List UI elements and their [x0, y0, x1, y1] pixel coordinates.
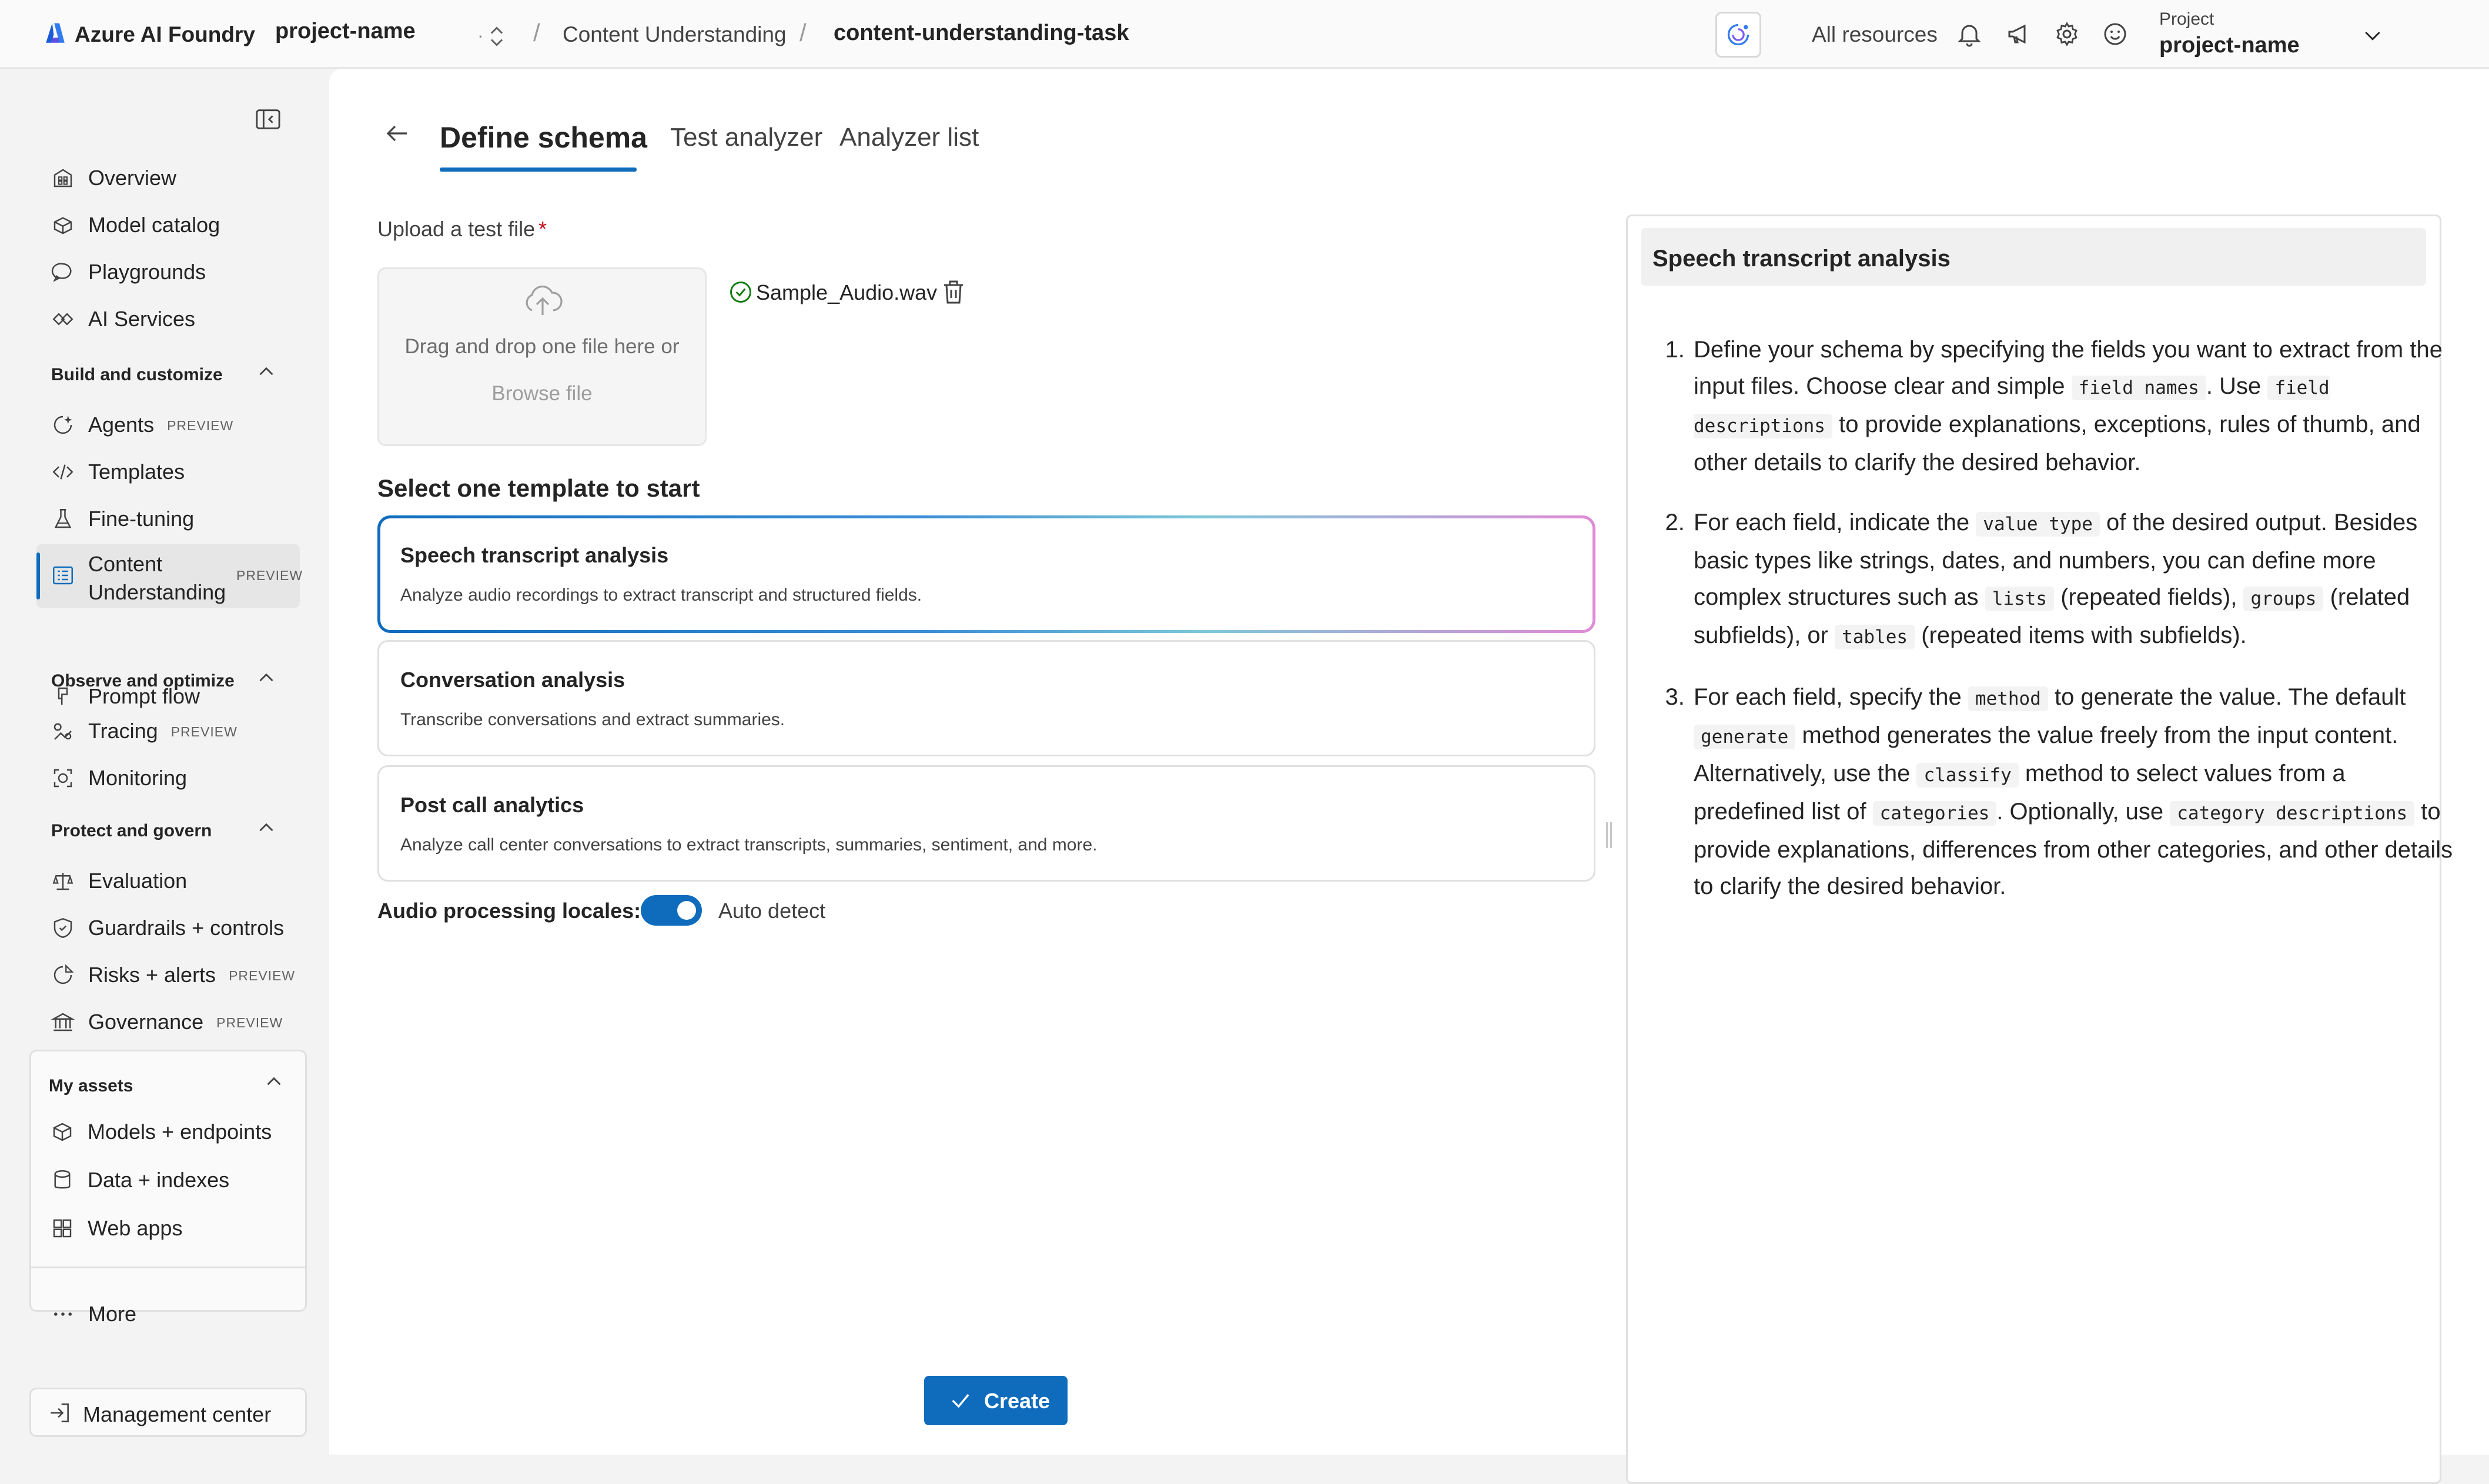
project-label: Project [2159, 9, 2214, 29]
file-dropzone[interactable] [377, 267, 707, 446]
my-assets-panel [29, 1050, 307, 1312]
main-panel [329, 69, 2489, 1455]
template-card-title: Speech transcript analysis [400, 543, 669, 567]
create-button-label: Create [984, 1389, 1051, 1413]
sidebar-item-model-catalog[interactable] [36, 201, 307, 248]
inline-code: value type [1976, 512, 2100, 537]
ai-services-icon [51, 307, 75, 331]
template-card-title: Conversation analysis [400, 668, 625, 692]
preview-badge: PREVIEW [170, 724, 237, 739]
template-card-post-call[interactable] [377, 765, 1595, 882]
gear-icon[interactable] [2053, 20, 2081, 48]
inline-code: field names [2072, 376, 2206, 400]
web-apps-icon [50, 1216, 75, 1241]
breadcrumb-separator: / [533, 19, 540, 46]
sidebar-item-label: Model catalog [88, 213, 220, 237]
sidebar-item-label: Fine-tuning [88, 507, 195, 531]
template-card-description: Analyze call center conversations to extract transcripts, summaries, sentiment, and more. [400, 835, 1098, 855]
chat-bubble-icon [51, 260, 75, 284]
instruction-step: 3. For each field, specify the method to generate the value. The default generate method generates the value freely from the input content. Alternatively, use the classify method to select values from a predefined list of categories . Optionally, use category descriptions to provide explanations, differences from other categories, and other details to clarify the desired behavior. [1691, 679, 2461, 905]
create-button[interactable] [924, 1376, 1068, 1425]
sidebar-item-tracing[interactable] [36, 707, 307, 754]
preview-badge: PREVIEW [167, 418, 234, 433]
inline-code: groups [2243, 587, 2323, 611]
section-my-assets: My assets [49, 1076, 133, 1096]
chevron-up-icon[interactable] [254, 665, 279, 690]
back-arrow-icon[interactable] [383, 119, 412, 148]
sidebar-item-label: Guardrails + controls [88, 916, 285, 940]
risk-alert-icon [51, 963, 75, 987]
sidebar-item-label: Prompt flow [88, 684, 200, 708]
sidebar-item-label: Playgrounds [88, 260, 206, 284]
sidebar-item-label: Data + indexes [88, 1168, 230, 1192]
browse-file-link[interactable]: Browse file [491, 382, 593, 405]
required-mark: * [538, 217, 547, 241]
toggle-knob [677, 901, 696, 920]
preview-badge: PREVIEW [216, 1015, 283, 1030]
collapse-sidebar-icon[interactable] [255, 107, 282, 132]
code-icon [51, 460, 75, 484]
bell-icon[interactable] [1955, 20, 1983, 48]
sidebar-item-more[interactable] [36, 1290, 307, 1337]
chevron-up-icon[interactable] [254, 359, 279, 384]
sidebar-item-evaluation[interactable] [36, 857, 307, 904]
monitoring-icon [51, 766, 75, 790]
flask-icon [51, 507, 75, 531]
template-card-conversation[interactable] [377, 640, 1595, 756]
sidebar-item-label: Templates [88, 460, 185, 484]
instruction-step: 2. For each field, indicate the value type of the desired output. Besides basic types like strings, dates, and numbers, you can define more complex structures such as lists (repeated fields), groups (related subfields), or tables (repeated items with subfields). [1691, 504, 2461, 655]
copilot-button[interactable] [1715, 12, 1761, 58]
info-panel-title: Speech transcript analysis [1652, 246, 1951, 272]
management-center-label: Management center [83, 1402, 272, 1426]
all-resources-link[interactable]: All resources [1812, 22, 1938, 46]
sidebar-item-label: Monitoring [88, 766, 188, 790]
template-card-description: Transcribe conversations and extract summaries. [400, 710, 785, 729]
sidebar-item-label: Evaluation [88, 869, 188, 893]
preview-badge: PREVIEW [229, 968, 296, 983]
locales-label: Audio processing locales: [377, 899, 641, 923]
project-selector[interactable]: project-name [275, 19, 416, 43]
sidebar-item-governance[interactable] [36, 998, 307, 1045]
sidebar-item-label: Content Understanding [88, 552, 226, 604]
management-center-button[interactable] [29, 1388, 307, 1437]
sidebar-item-guardrails[interactable] [36, 904, 307, 951]
cloud-upload-icon [521, 282, 564, 317]
smiley-icon[interactable] [2101, 20, 2129, 48]
sign-in-arrow-icon [46, 1400, 72, 1426]
sidebar-item-ai-services[interactable] [36, 295, 307, 342]
sidebar-item-label: Models + endpoints [88, 1120, 272, 1144]
shield-icon [51, 916, 75, 940]
template-card-title: Post call analytics [400, 793, 584, 817]
megaphone-icon[interactable] [2005, 20, 2033, 48]
tab-analyzer-list[interactable]: Analyzer list [839, 123, 979, 152]
section-protect-and-govern: Protect and govern [51, 821, 212, 840]
inline-code: method [1968, 686, 2048, 711]
sidebar-item-templates[interactable] [36, 448, 307, 495]
cube-icon [50, 1120, 75, 1144]
sidebar-item-monitoring[interactable] [36, 754, 307, 801]
chevron-down-icon[interactable] [2361, 24, 2384, 47]
inline-code: categories [1873, 801, 1997, 826]
tab-define-schema[interactable]: Define schema [440, 121, 647, 154]
sidebar-item-data-indexes[interactable] [36, 1156, 300, 1203]
inline-code: tables [1835, 625, 1915, 649]
auto-detect-toggle[interactable] [641, 895, 702, 926]
inline-code: lists [1985, 587, 2054, 611]
sidebar-item-content-understanding[interactable] [36, 544, 303, 608]
template-info-panel [1626, 215, 2453, 1484]
checkmark-icon [949, 1389, 972, 1412]
sidebar-item-label: Tracing PREVIEW [88, 719, 237, 743]
azure-ai-foundry-logo-icon[interactable] [43, 21, 68, 46]
breadcrumb-content-understanding[interactable]: Content Understanding [563, 22, 787, 46]
active-tab-indicator [440, 168, 637, 172]
project-selector-dot: · [477, 25, 484, 46]
sidebar-item-web-apps[interactable] [36, 1204, 300, 1251]
inline-code: field descriptions [1694, 376, 2330, 438]
sidebar-item-overview[interactable] [36, 154, 307, 201]
preview-badge: PREVIEW [236, 568, 303, 583]
dropzone-instructions: Drag and drop one file here or [404, 335, 680, 358]
inline-code: classify [1916, 763, 2018, 788]
template-card-speech-transcript[interactable] [377, 515, 1595, 633]
sidebar-item-label: Governance PREVIEW [88, 1010, 283, 1034]
tab-test-analyzer[interactable]: Test analyzer [670, 123, 823, 152]
section-build-and-customize: Build and customize [51, 365, 223, 384]
sidebar-item-models-endpoints[interactable] [36, 1108, 300, 1155]
selected-indicator [36, 552, 40, 599]
database-icon [50, 1168, 75, 1192]
top-bar [0, 0, 2489, 69]
sidebar-item-label: Overview [88, 166, 177, 190]
delete-icon[interactable] [941, 278, 966, 306]
sidebar-item-label: Agents PREVIEW [88, 413, 234, 437]
sidebar-item-label: Web apps [88, 1216, 183, 1240]
uploaded-file-name: Sample_Audio.wav [756, 280, 938, 304]
instructions-list [1642, 331, 2461, 928]
info-panel-header [1641, 228, 2426, 286]
overview-icon [51, 166, 75, 190]
sidebar-item-playgrounds[interactable] [36, 248, 307, 295]
sidebar-item-label: More [88, 1302, 137, 1326]
template-section-heading: Select one template to start [377, 474, 700, 502]
app-title[interactable]: Azure AI Foundry [75, 22, 255, 46]
sidebar-divider [29, 1267, 307, 1268]
chevron-up-down-icon[interactable] [488, 25, 506, 48]
check-circle-icon [728, 279, 754, 305]
building-icon [51, 1010, 75, 1034]
sidebar-item-fine-tuning[interactable] [36, 495, 307, 542]
sidebar-item-agents[interactable] [36, 401, 307, 448]
agents-icon [51, 413, 75, 437]
sidebar-item-risks-alerts[interactable] [36, 951, 307, 998]
instruction-step: 1. Define your schema by specifying the fields you want to extract from the input files. Choose clear and simple field names . Use field descriptions to provide explanations, exceptions, rules of thumb, and other details to clarify the desired behavior. [1691, 331, 2461, 481]
breadcrumb-current-task: content-understanding-task [834, 21, 1129, 45]
grip-line [1610, 822, 1612, 848]
inline-code: generate [1694, 725, 1795, 749]
template-card-description: Analyze audio recordings to extract transcript and structured fields. [400, 585, 922, 605]
tracing-icon [51, 719, 75, 743]
copilot-icon [1725, 22, 1751, 48]
sidebar-item-label: Risks + alerts PREVIEW [88, 963, 296, 987]
cube-stack-icon [51, 213, 75, 237]
inline-code: category descriptions [2170, 801, 2414, 826]
chevron-up-icon[interactable] [262, 1069, 286, 1094]
panel-resize-handle[interactable] [1606, 822, 1613, 848]
breadcrumb-separator: / [799, 19, 807, 46]
content-understanding-icon [51, 563, 75, 588]
project-name[interactable]: project-name [2159, 33, 2300, 58]
locales-value: Auto detect [718, 899, 826, 923]
sidebar-item-label: AI Services [88, 307, 196, 331]
grip-line [1606, 822, 1608, 848]
scales-icon [51, 869, 75, 893]
chevron-up-icon[interactable] [254, 815, 279, 840]
section-observe-and-optimize: Observe and optimize [51, 671, 235, 691]
upload-label: Upload a test file * [377, 217, 547, 241]
more-dots-icon [51, 1302, 75, 1326]
